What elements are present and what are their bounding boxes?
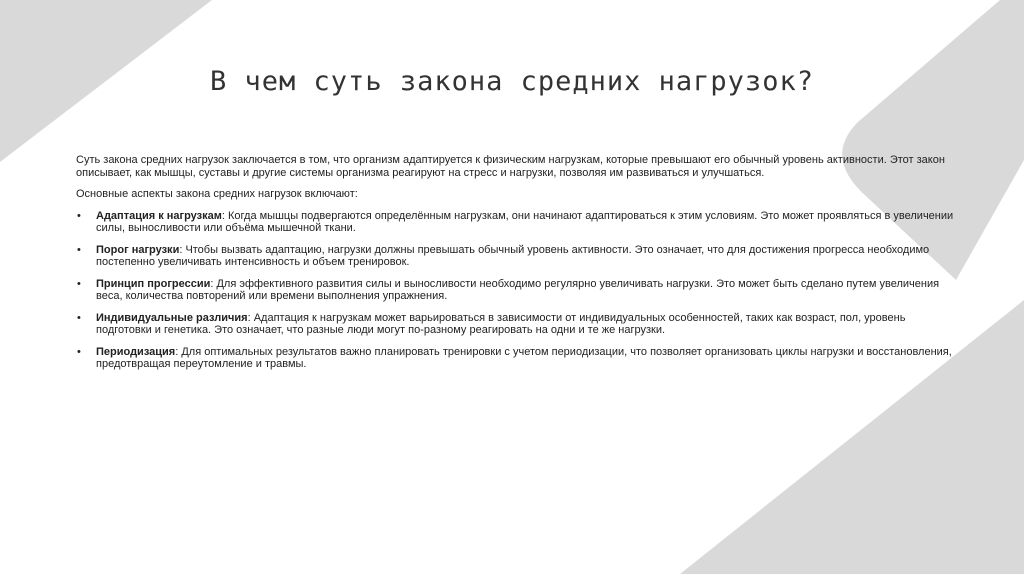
aspect-term: Принцип прогрессии — [96, 277, 211, 290]
aspects-list — [76, 210, 956, 371]
aspect-text: : Чтобы вызвать адаптацию, нагрузки должны превышать обычный уровень активности. Это означает, что для достижения прогресса необходимо постепенно увеличивать интенсивность и объем тренировок. — [96, 243, 930, 268]
aspect-term: Порог нагрузки — [96, 243, 180, 256]
aspect-text: : Для оптимальных результатов важно планировать тренировки с учетом периодизации, что позволяет организовать циклы нагрузки и восстановления, предотвращая переутомление и травмы. — [96, 345, 952, 370]
bullet-icon: • — [77, 345, 81, 358]
bullet-icon: • — [77, 311, 81, 324]
aspect-text: : Когда мышцы подвергаются определённым нагрузкам, они начинают адаптироваться к этим условиям. Это может проявляться в увеличении силы, выносливости или объёма мышечной ткани. — [96, 209, 954, 234]
bullet-icon: • — [77, 209, 81, 222]
list-item — [76, 346, 956, 371]
list-item — [76, 278, 956, 303]
aspect-term: Адаптация к нагрузкам — [96, 209, 222, 222]
slide-body — [76, 154, 956, 380]
slide-title: В чем суть закона средних нагрузок? — [210, 66, 814, 97]
aspect-text: : Для эффективного развития силы и выносливости необходимо регулярно увеличивать нагрузки. Это может быть сделано путем увеличения веса, количества повторений или времени выполнения упражнения. — [96, 277, 940, 302]
bullet-icon: • — [77, 277, 81, 290]
aspect-term: Периодизация — [96, 345, 176, 358]
aspect-term: Индивидуальные различия — [96, 311, 248, 324]
aspect-text: : Адаптация к нагрузкам может варьироваться в зависимости от индивидуальных особенностей, таких как возраст, пол, уровень подготовки и генетика. Это означает, что разные люди могут по-разному реагировать на одни и те же нагрузки. — [96, 311, 906, 336]
list-item — [76, 244, 956, 269]
aspects-heading: Основные аспекты закона средних нагрузок включают: — [76, 188, 358, 200]
list-item — [76, 210, 956, 235]
bullet-icon: • — [77, 243, 81, 256]
intro-paragraph: Суть закона средних нагрузок заключается в том, что организм адаптируется к физическим нагрузкам, которые превышают его обычный уровень активности. Этот закон описывает, как мышцы, суставы и другие системы организма реагируют на стресс и нагрузки, позволяя им развиваться и улучшаться. — [76, 154, 945, 179]
list-item — [76, 312, 956, 337]
